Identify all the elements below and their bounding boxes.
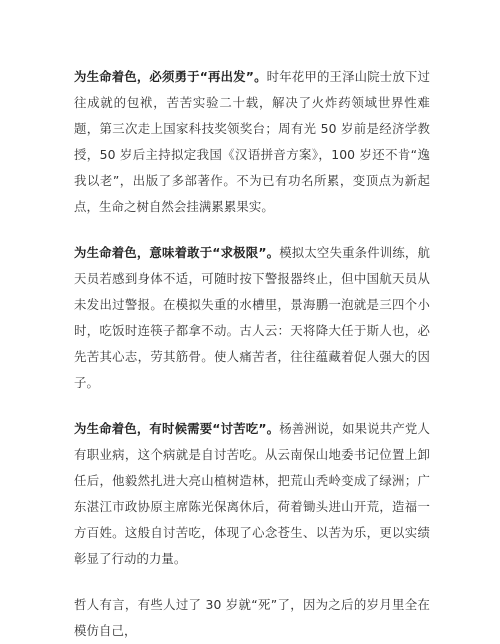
paragraph-text: 时年花甲的王泽山院士放下过往成就的包袱，苦苦实验二十载，解决了火炸药领域世界性难题，第三次走上国家科技奖领奖台；周有光 50 岁前是经济学教授，50 岁后主持拟定我国《汉语拼音方案》，100 岁还不肯“逸我以老”，出版了多部著作。不为已有功名所累，变顶点为新起点，生命之树自然会挂满累累果实。	[74, 69, 430, 214]
paragraph-text: 模拟太空失重条件训练，航天员若感到身体不适，可随时按下警报器终止，但中国航天员从未发出过警报。在模拟失重的水槽里，景海鹏一泡就是三四个小时，吃饭时连筷子都拿不动。古人云：天将降大任于斯人也，必先苦其心志，劳其筋骨。使人痛苦者，往往蕴藏着促人强大的因子。	[74, 245, 430, 390]
paragraph-lead: 为生命着色，有时候需要“讨苦吃”。	[74, 421, 280, 436]
paragraph-philosopher	[74, 592, 430, 644]
paragraph-lead: 为生命着色，意味着敢于“求极限”。	[74, 245, 280, 260]
paragraph-text: 杨善洲说，如果说共产党人有职业病，这个病就是自讨苦吃。从云南保山地委书记位置上卸任后，他毅然扎进大亮山植树造林，把荒山秃岭变成了绿洲；广东湛江市政协原主席陈光保离休后，荷着锄头进山开荒，造福一方百姓。这般自讨苦吃，体现了心念苍生、以苦为乐，更以实绩彰显了行动的力量。	[74, 421, 430, 566]
paragraph-limits	[74, 240, 430, 396]
paragraph-restart	[74, 64, 430, 220]
paragraph-lead: 为生命着色，必须勇于“再出发”。	[74, 69, 267, 84]
paragraph-hardship	[74, 416, 430, 572]
article-body	[74, 64, 430, 644]
paragraph-text: 哲人有言，有些人过了 30 岁就“死”了，因为之后的岁月里全在模仿自己，	[74, 597, 430, 638]
